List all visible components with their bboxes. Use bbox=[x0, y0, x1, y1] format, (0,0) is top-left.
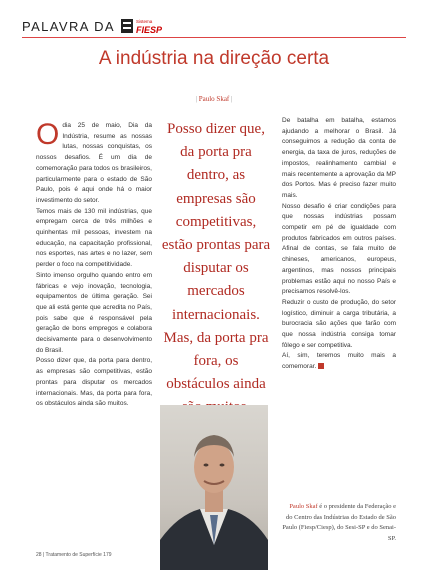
fiesp-logo-icon bbox=[121, 19, 133, 33]
paragraph-5: De batalha em batalha, estamos ajudando a melhorar o Brasil. Já conseguimos a redução da conta de energia, da taxa de juros, reduções de impostos, realinhamento cambial e mais recentemente a aprovação da MP dos Portos. Mas é preciso fazer muito mais. bbox=[282, 117, 396, 199]
byline-author: Paulo Skaf bbox=[198, 95, 230, 103]
drop-cap: O bbox=[36, 118, 60, 151]
author-portrait-illustration bbox=[160, 405, 268, 570]
section-header bbox=[22, 16, 162, 36]
logo-big-text: FIESP bbox=[136, 25, 163, 35]
pull-quote: Posso dizer que, da porta pra dentro, as empresas são competitivas, estão prontas para disputar os mercados internacionais. Mas, da porta pra fora, os obstáculos ainda bbox=[161, 121, 271, 393]
section-kicker: PALAVRA DA bbox=[22, 18, 115, 34]
column-right bbox=[282, 116, 396, 373]
paragraph-7: Reduzir o custo de produção, do setor logístico, diminuir a carga tributária, a burocracia são ações que farão com que nossa indústria consiga tomar fôlego e ser competitiva. bbox=[282, 298, 396, 349]
paragraph-2: Temos mais de 130 mil indústrias, que empregam cerca de três milhões e quinhentas mil pessoas, investem na educação, na capacitação profissional, nos esportes, nas artes e no lazer, sem perder o foco na competitividade. bbox=[36, 207, 152, 269]
paragraph-3: Sinto imenso orgulho quando entro em fábricas e vejo inovação, tecnologia, equipamentos de última geração. Sei que ali está gente que acredita no País, pois sabe que é responsável pela geração de bons empregos e colabora decisivamente para o desenvolvimento do Brasil. bbox=[36, 271, 152, 354]
end-mark-icon bbox=[318, 363, 324, 369]
column-left bbox=[36, 118, 152, 410]
paragraph-4: Posso dizer que, da porta para dentro, as empresas são competitivas, estão prontas para disputar os mercados internacionais. Mas, da porta para fora, os obstáculos ainda são muitos. bbox=[36, 357, 152, 408]
paragraph-1: Odia 25 de maio, Dia da Indústria, resume as nossas lutas, nossas conquistas, os nossos desafios. É um dia de comemoração para todos os brasileiros, particularmente para o estado de São Paulo, pois é aqui onde há o maior investimento do setor. bbox=[36, 118, 152, 204]
page-footer: 28 | Tratamento de Superfície 179 bbox=[36, 552, 112, 558]
header-divider bbox=[22, 37, 406, 38]
paragraph-6: Nosso desafio é criar condições para que nossas indústrias possam competir em pé de igualdade com produtos fabricados em outros países. Afinal de contas, se fala muito de chineses, americanos, europeus, argentinos, mas nossos principais problemas estão aqui no nosso País e precisamos resolvê-los. bbox=[282, 202, 396, 296]
article-byline: | Paulo Skaf | bbox=[195, 95, 233, 103]
author-photo bbox=[160, 405, 268, 570]
logo-small-text: Sistema bbox=[136, 19, 153, 24]
author-caption bbox=[282, 502, 396, 545]
fiesp-logo bbox=[121, 18, 162, 34]
article-title: A indústria na direção certa bbox=[98, 48, 330, 69]
author-bio: é o presidente da Federação e do Centro das Indústrias do Estado de São Paulo (Fiesp/Ciesp), do Sesi-SP e do Senai-SP. bbox=[282, 503, 396, 543]
author-name: Paulo Skaf bbox=[289, 503, 318, 510]
paragraph-8: Aí, sim, teremos muito mais a comemorar. bbox=[282, 352, 396, 371]
